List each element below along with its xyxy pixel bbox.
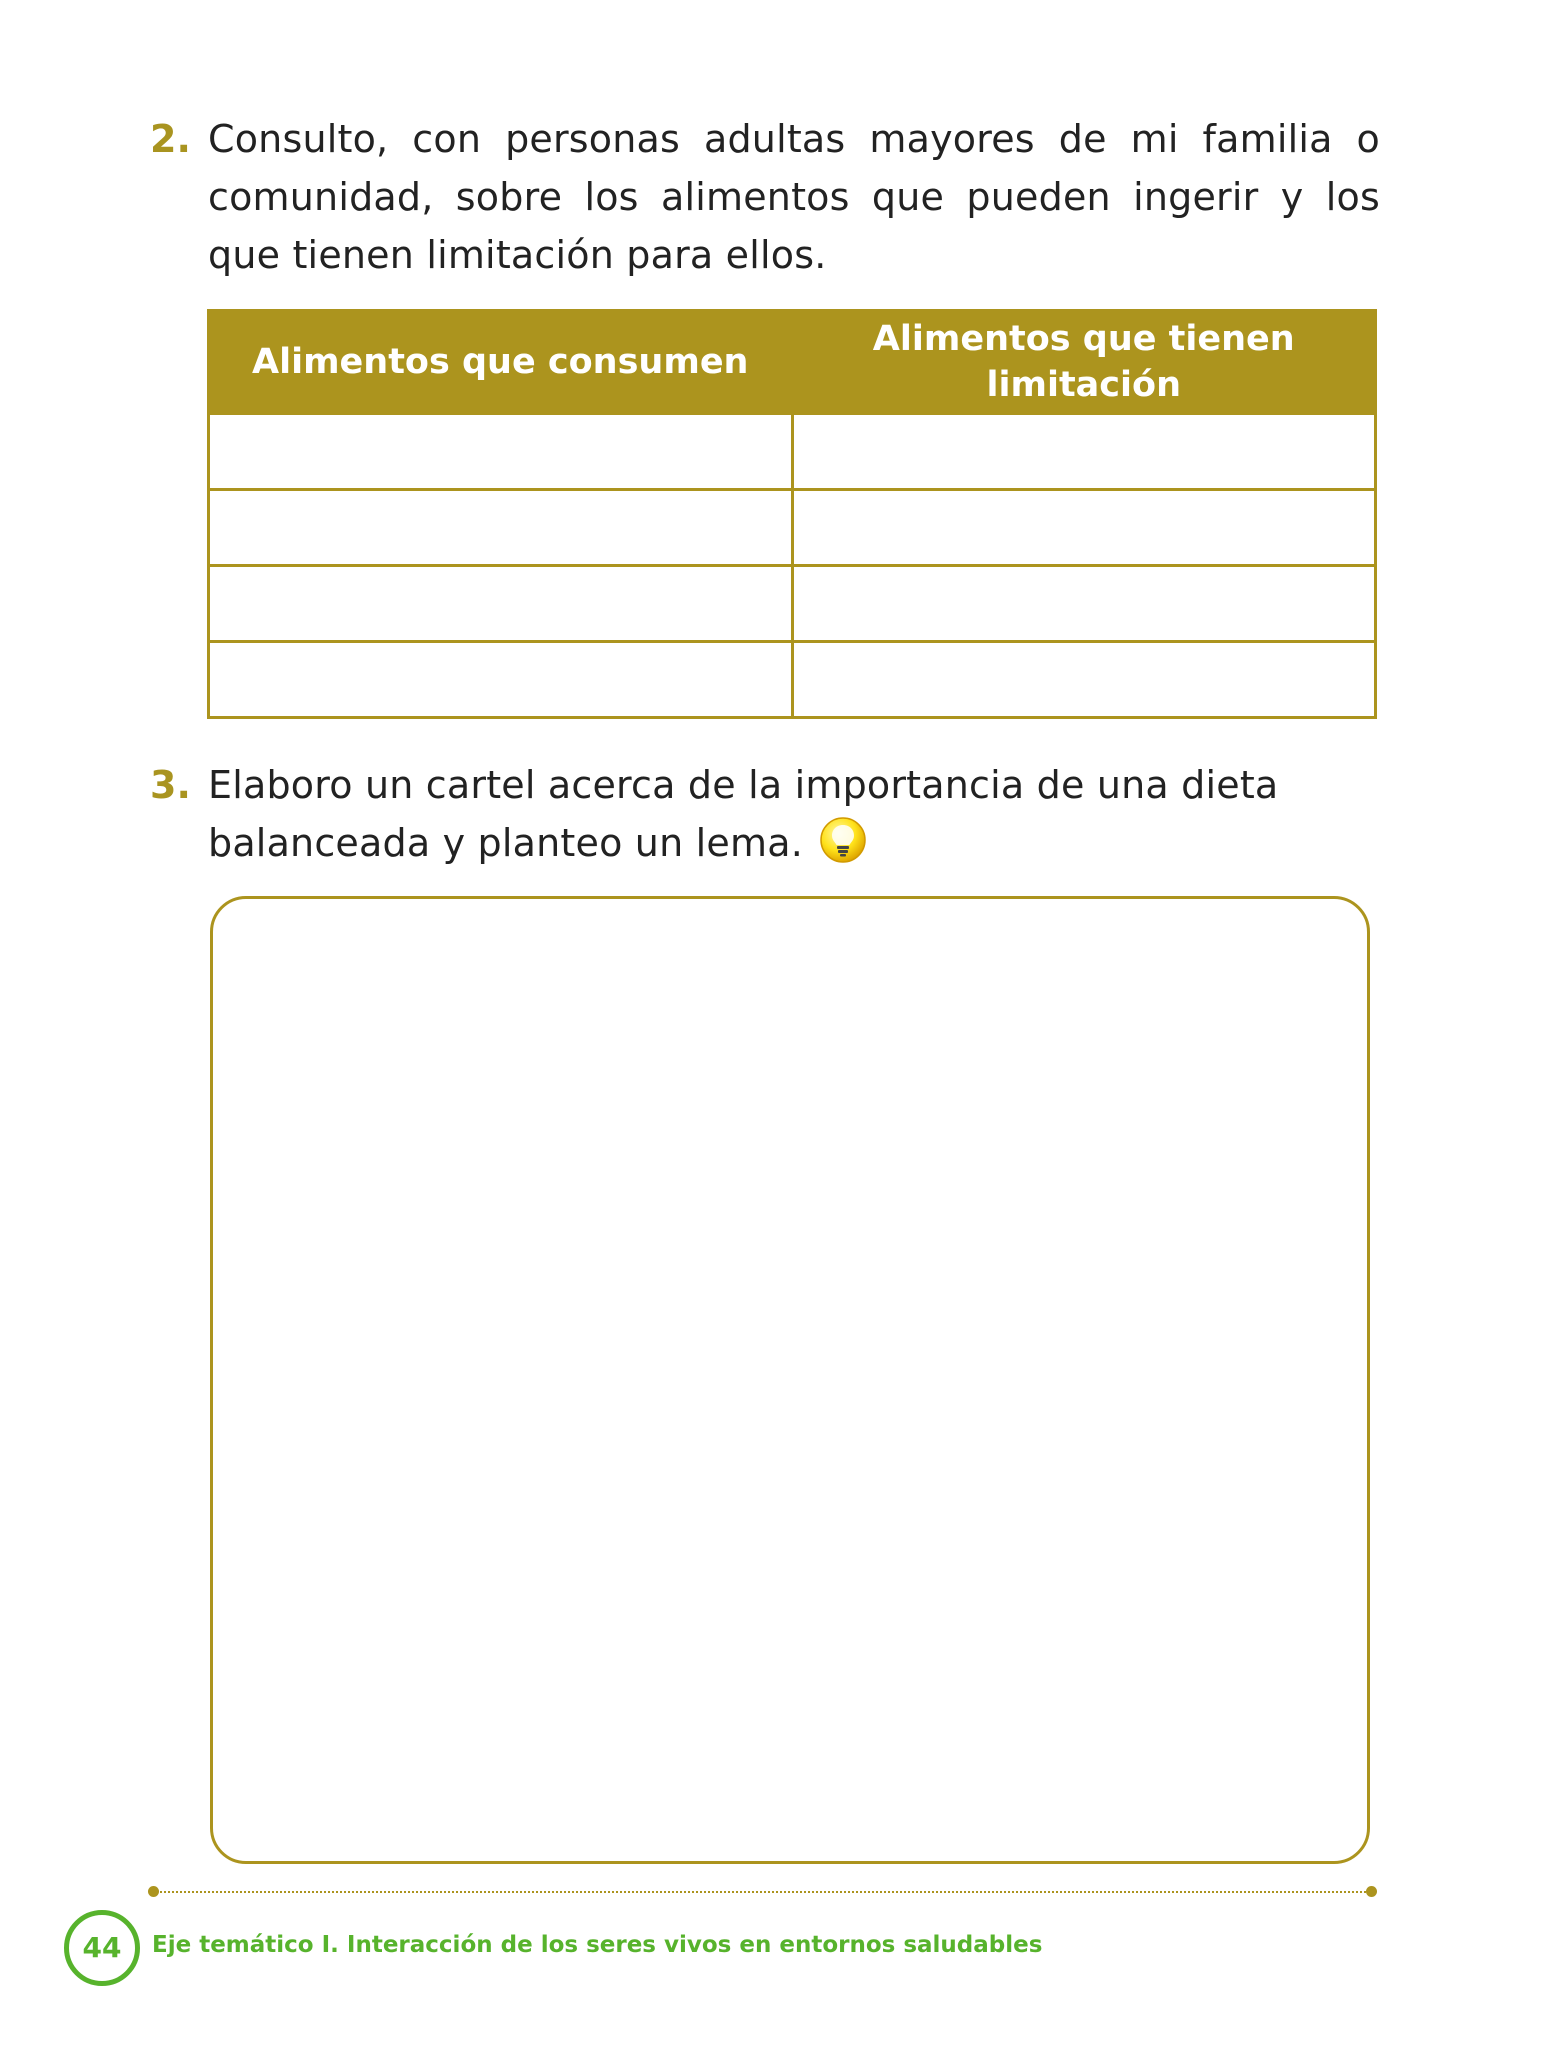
table-cell-limited[interactable] — [792, 566, 1376, 642]
table-header-row — [209, 311, 1376, 414]
food-table — [207, 309, 1377, 719]
divider-dot-right — [1366, 1886, 1377, 1897]
table-cell-consumed[interactable] — [209, 414, 793, 490]
table-cell-consumed[interactable] — [209, 490, 793, 566]
page-number-badge: 44 — [64, 1910, 140, 1986]
table-cell-limited[interactable] — [792, 490, 1376, 566]
table-cell-limited[interactable] — [792, 414, 1376, 490]
table-cell-limited[interactable] — [792, 642, 1376, 718]
activity-3 — [150, 756, 1380, 872]
activity-3-instruction — [208, 756, 1380, 872]
activity-2 — [150, 110, 1380, 284]
table-row — [209, 490, 1376, 566]
table-cell-consumed[interactable] — [209, 566, 793, 642]
table-row — [209, 642, 1376, 718]
activity-3-text: Elaboro un cartel acerca de la importancia de una dieta balanceada y planteo un lema. — [208, 763, 1279, 865]
activity-2-instruction: Consulto, con personas adultas mayores de mi familia o comunidad, sobre los alimentos que pueden ingerir y los que tienen limitación para ellos. — [208, 117, 1380, 277]
section-title: Eje temático I. Interacción de los seres vivos en entornos saludables — [152, 1932, 1043, 1958]
footer-divider — [153, 1891, 1373, 1893]
activity-2-number: 2. — [150, 117, 191, 161]
table-row — [209, 414, 1376, 490]
table-cell-consumed[interactable] — [209, 642, 793, 718]
divider-dot-left — [148, 1886, 159, 1897]
header-foods-consumed: Alimentos que consumen — [209, 311, 793, 414]
header-foods-limited: Alimentos que tienen limitación — [792, 311, 1376, 414]
activity-3-number: 3. — [150, 763, 191, 807]
table-row — [209, 566, 1376, 642]
lightbulb-icon — [819, 816, 867, 864]
poster-drawing-area[interactable] — [210, 896, 1370, 1864]
